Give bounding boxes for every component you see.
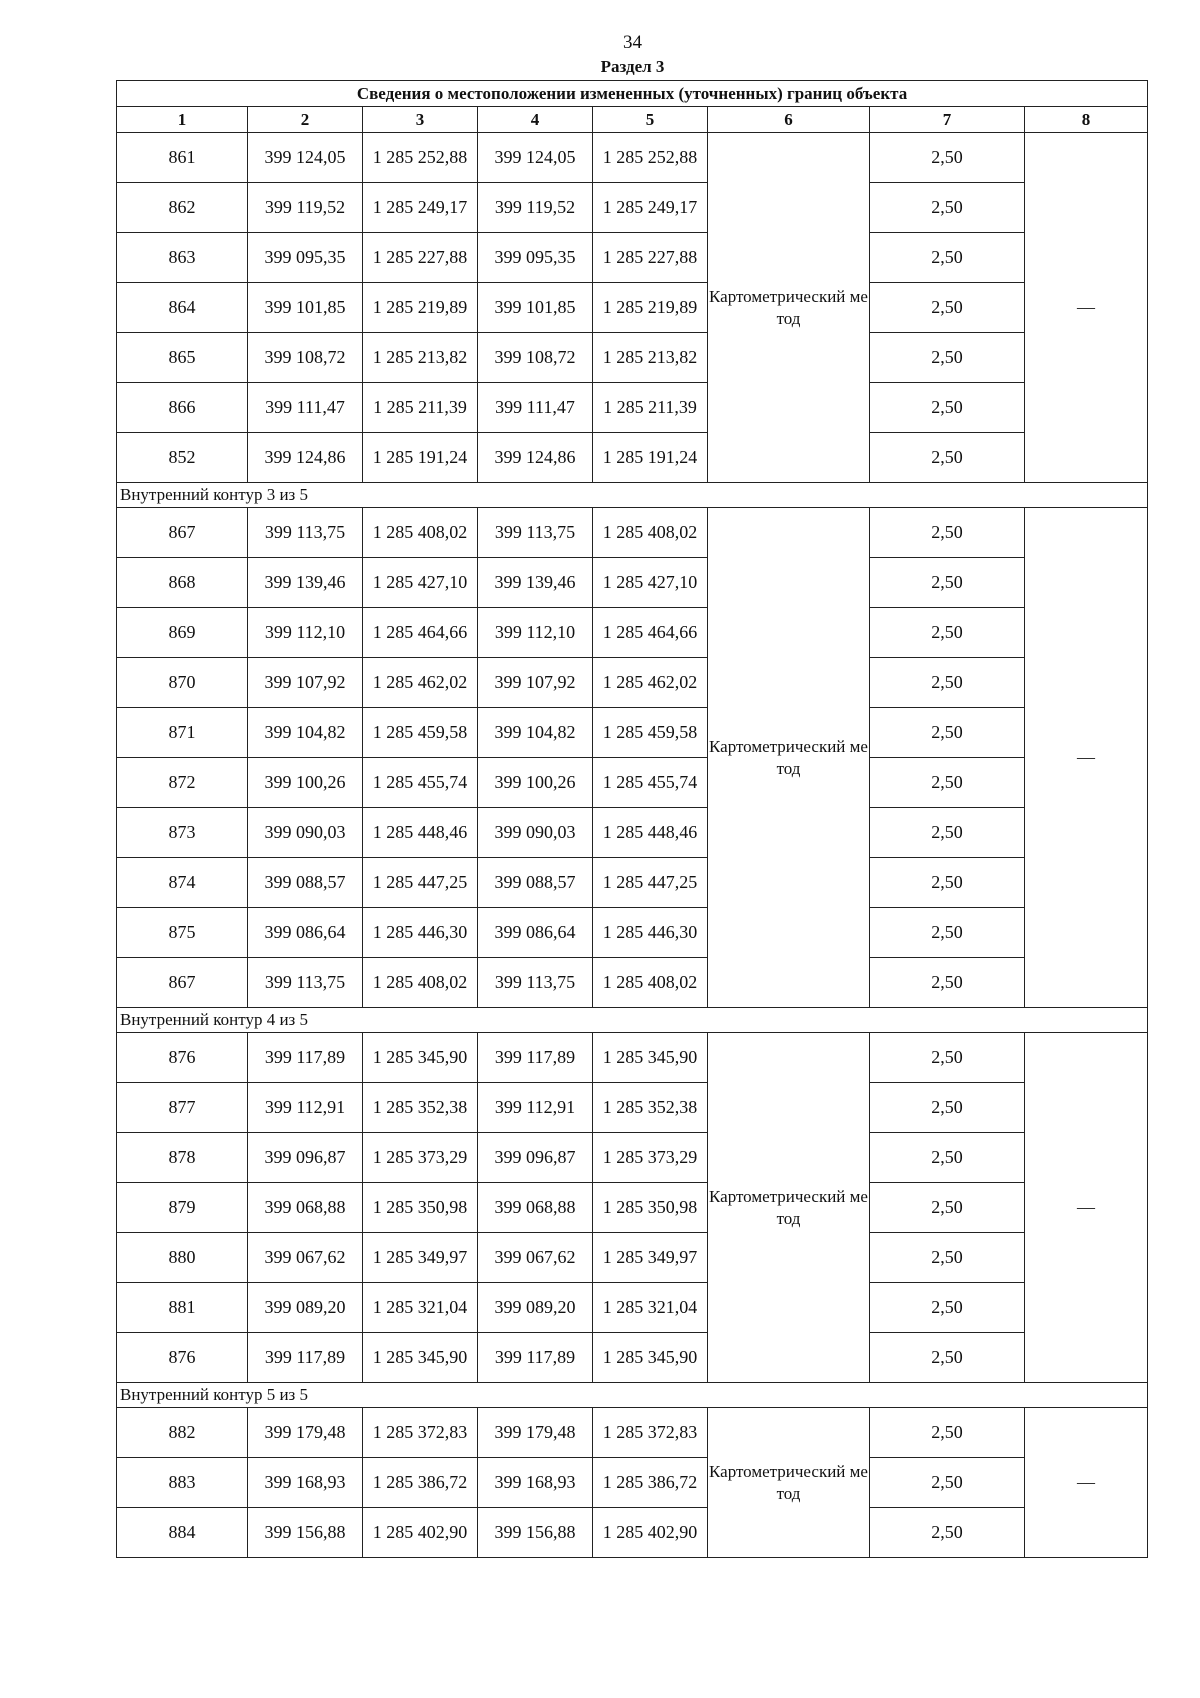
accuracy-cell: 2,50 <box>870 183 1025 233</box>
y-refined-cell: 1 285 211,39 <box>593 383 708 433</box>
x-refined-cell: 399 088,57 <box>478 858 593 908</box>
point-number-cell: 852 <box>117 433 248 483</box>
y-refined-cell: 1 285 227,88 <box>593 233 708 283</box>
table-row <box>117 708 1148 758</box>
column-number: 8 <box>1025 107 1148 133</box>
table-row <box>117 133 1148 183</box>
section-title: Раздел 3 <box>600 57 665 76</box>
accuracy-cell: 2,50 <box>870 1083 1025 1133</box>
y-existing-cell: 1 285 321,04 <box>363 1283 478 1333</box>
contour-label-row <box>117 483 1148 508</box>
x-existing-cell: 399 096,87 <box>248 1133 363 1183</box>
y-existing-cell: 1 285 191,24 <box>363 433 478 483</box>
y-refined-cell: 1 285 386,72 <box>593 1458 708 1508</box>
y-existing-cell: 1 285 227,88 <box>363 233 478 283</box>
accuracy-cell: 2,50 <box>870 383 1025 433</box>
x-existing-cell: 399 067,62 <box>248 1233 363 1283</box>
x-refined-cell: 399 113,75 <box>478 958 593 1008</box>
x-existing-cell: 399 112,10 <box>248 608 363 658</box>
contour-label-row <box>117 1383 1148 1408</box>
x-refined-cell: 399 124,86 <box>478 433 593 483</box>
y-existing-cell: 1 285 448,46 <box>363 808 478 858</box>
y-existing-cell: 1 285 373,29 <box>363 1133 478 1183</box>
x-refined-cell: 399 090,03 <box>478 808 593 858</box>
x-existing-cell: 399 156,88 <box>248 1508 363 1558</box>
y-existing-cell: 1 285 464,66 <box>363 608 478 658</box>
note-cell: — <box>1025 508 1148 1008</box>
accuracy-cell: 2,50 <box>870 283 1025 333</box>
y-existing-cell: 1 285 455,74 <box>363 758 478 808</box>
table-row <box>117 383 1148 433</box>
y-refined-cell: 1 285 252,88 <box>593 133 708 183</box>
x-refined-cell: 399 117,89 <box>478 1333 593 1383</box>
y-refined-cell: 1 285 350,98 <box>593 1183 708 1233</box>
point-number-cell: 864 <box>117 283 248 333</box>
y-refined-cell: 1 285 352,38 <box>593 1083 708 1133</box>
point-number-cell: 867 <box>117 508 248 558</box>
y-existing-cell: 1 285 402,90 <box>363 1508 478 1558</box>
point-number-cell: 884 <box>117 1508 248 1558</box>
x-refined-cell: 399 089,20 <box>478 1283 593 1333</box>
y-existing-cell: 1 285 252,88 <box>363 133 478 183</box>
point-number-cell: 876 <box>117 1033 248 1083</box>
method-cell: Картометрический метод <box>708 1408 870 1558</box>
accuracy-cell: 2,50 <box>870 608 1025 658</box>
point-number-cell: 867 <box>117 958 248 1008</box>
y-refined-cell: 1 285 349,97 <box>593 1233 708 1283</box>
accuracy-cell: 2,50 <box>870 858 1025 908</box>
accuracy-cell: 2,50 <box>870 558 1025 608</box>
point-number-cell: 876 <box>117 1333 248 1383</box>
accuracy-cell: 2,50 <box>870 333 1025 383</box>
x-existing-cell: 399 088,57 <box>248 858 363 908</box>
accuracy-cell: 2,50 <box>870 658 1025 708</box>
accuracy-cell: 2,50 <box>870 758 1025 808</box>
point-number-cell: 870 <box>117 658 248 708</box>
accuracy-cell: 2,50 <box>870 1508 1025 1558</box>
column-number: 2 <box>248 107 363 133</box>
column-number: 5 <box>593 107 708 133</box>
table-row <box>117 433 1148 483</box>
accuracy-cell: 2,50 <box>870 908 1025 958</box>
y-existing-cell: 1 285 345,90 <box>363 1333 478 1383</box>
x-refined-cell: 399 112,10 <box>478 608 593 658</box>
table-row <box>117 958 1148 1008</box>
point-number-cell: 869 <box>117 608 248 658</box>
table-row <box>117 283 1148 333</box>
x-refined-cell: 399 139,46 <box>478 558 593 608</box>
accuracy-cell: 2,50 <box>870 1283 1025 1333</box>
point-number-cell: 862 <box>117 183 248 233</box>
x-existing-cell: 399 119,52 <box>248 183 363 233</box>
accuracy-cell: 2,50 <box>870 1458 1025 1508</box>
accuracy-cell: 2,50 <box>870 433 1025 483</box>
accuracy-cell: 2,50 <box>870 1183 1025 1233</box>
y-refined-cell: 1 285 448,46 <box>593 808 708 858</box>
x-existing-cell: 399 104,82 <box>248 708 363 758</box>
y-refined-cell: 1 285 249,17 <box>593 183 708 233</box>
point-number-cell: 880 <box>117 1233 248 1283</box>
contour-label: Внутренний контур 4 из 5 <box>117 1008 1148 1033</box>
method-cell: Картометрический метод <box>708 508 870 1008</box>
point-number-cell: 881 <box>117 1283 248 1333</box>
table-row <box>117 758 1148 808</box>
y-existing-cell: 1 285 349,97 <box>363 1233 478 1283</box>
accuracy-cell: 2,50 <box>870 1333 1025 1383</box>
table-row <box>117 1183 1148 1233</box>
note-cell: — <box>1025 133 1148 483</box>
x-refined-cell: 399 101,85 <box>478 283 593 333</box>
point-number-cell: 868 <box>117 558 248 608</box>
y-existing-cell: 1 285 372,83 <box>363 1408 478 1458</box>
x-refined-cell: 399 095,35 <box>478 233 593 283</box>
y-refined-cell: 1 285 345,90 <box>593 1033 708 1083</box>
table-row <box>117 1408 1148 1458</box>
method-cell: Картометрический метод <box>708 133 870 483</box>
x-refined-cell: 399 096,87 <box>478 1133 593 1183</box>
y-refined-cell: 1 285 446,30 <box>593 908 708 958</box>
accuracy-cell: 2,50 <box>870 708 1025 758</box>
table-caption: Сведения о местоположении измененных (уточненных) границ объекта <box>117 81 1148 107</box>
x-existing-cell: 399 117,89 <box>248 1333 363 1383</box>
x-existing-cell: 399 108,72 <box>248 333 363 383</box>
contour-label: Внутренний контур 3 из 5 <box>117 483 1148 508</box>
point-number-cell: 878 <box>117 1133 248 1183</box>
method-cell: Картометрический метод <box>708 1033 870 1383</box>
x-refined-cell: 399 108,72 <box>478 333 593 383</box>
accuracy-cell: 2,50 <box>870 958 1025 1008</box>
table-row <box>117 1508 1148 1558</box>
y-refined-cell: 1 285 213,82 <box>593 333 708 383</box>
point-number-cell: 882 <box>117 1408 248 1458</box>
x-refined-cell: 399 107,92 <box>478 658 593 708</box>
y-existing-cell: 1 285 446,30 <box>363 908 478 958</box>
table-caption-row <box>117 81 1148 107</box>
y-refined-cell: 1 285 191,24 <box>593 433 708 483</box>
table-row <box>117 608 1148 658</box>
accuracy-cell: 2,50 <box>870 1408 1025 1458</box>
x-existing-cell: 399 095,35 <box>248 233 363 283</box>
x-refined-cell: 399 124,05 <box>478 133 593 183</box>
table-row <box>117 1033 1148 1083</box>
y-refined-cell: 1 285 408,02 <box>593 508 708 558</box>
y-refined-cell: 1 285 402,90 <box>593 1508 708 1558</box>
point-number-cell: 879 <box>117 1183 248 1233</box>
x-refined-cell: 399 168,93 <box>478 1458 593 1508</box>
x-refined-cell: 399 112,91 <box>478 1083 593 1133</box>
point-number-cell: 877 <box>117 1083 248 1133</box>
table-row <box>117 1233 1148 1283</box>
x-refined-cell: 399 117,89 <box>478 1033 593 1083</box>
x-refined-cell: 399 111,47 <box>478 383 593 433</box>
y-existing-cell: 1 285 249,17 <box>363 183 478 233</box>
point-number-cell: 871 <box>117 708 248 758</box>
x-existing-cell: 399 124,86 <box>248 433 363 483</box>
x-refined-cell: 399 156,88 <box>478 1508 593 1558</box>
y-existing-cell: 1 285 219,89 <box>363 283 478 333</box>
point-number-cell: 861 <box>117 133 248 183</box>
y-refined-cell: 1 285 455,74 <box>593 758 708 808</box>
page-number: 34 <box>623 32 642 53</box>
x-existing-cell: 399 179,48 <box>248 1408 363 1458</box>
contour-label: Внутренний контур 5 из 5 <box>117 1383 1148 1408</box>
x-existing-cell: 399 168,93 <box>248 1458 363 1508</box>
x-existing-cell: 399 090,03 <box>248 808 363 858</box>
table-row <box>117 658 1148 708</box>
table-row <box>117 808 1148 858</box>
x-existing-cell: 399 124,05 <box>248 133 363 183</box>
x-existing-cell: 399 101,85 <box>248 283 363 333</box>
column-number: 4 <box>478 107 593 133</box>
y-existing-cell: 1 285 350,98 <box>363 1183 478 1233</box>
accuracy-cell: 2,50 <box>870 1233 1025 1283</box>
y-existing-cell: 1 285 427,10 <box>363 558 478 608</box>
y-existing-cell: 1 285 352,38 <box>363 1083 478 1133</box>
x-refined-cell: 399 104,82 <box>478 708 593 758</box>
column-number: 7 <box>870 107 1025 133</box>
y-refined-cell: 1 285 408,02 <box>593 958 708 1008</box>
point-number-cell: 863 <box>117 233 248 283</box>
x-refined-cell: 399 119,52 <box>478 183 593 233</box>
y-existing-cell: 1 285 459,58 <box>363 708 478 758</box>
point-number-cell: 875 <box>117 908 248 958</box>
y-refined-cell: 1 285 462,02 <box>593 658 708 708</box>
x-refined-cell: 399 067,62 <box>478 1233 593 1283</box>
note-cell: — <box>1025 1033 1148 1383</box>
accuracy-cell: 2,50 <box>870 808 1025 858</box>
point-number-cell: 865 <box>117 333 248 383</box>
x-existing-cell: 399 139,46 <box>248 558 363 608</box>
point-number-cell: 872 <box>117 758 248 808</box>
table-row <box>117 233 1148 283</box>
column-number: 1 <box>117 107 248 133</box>
x-refined-cell: 399 100,26 <box>478 758 593 808</box>
x-refined-cell: 399 068,88 <box>478 1183 593 1233</box>
y-existing-cell: 1 285 345,90 <box>363 1033 478 1083</box>
point-number-cell: 874 <box>117 858 248 908</box>
y-existing-cell: 1 285 447,25 <box>363 858 478 908</box>
accuracy-cell: 2,50 <box>870 508 1025 558</box>
column-number: 6 <box>708 107 870 133</box>
y-existing-cell: 1 285 386,72 <box>363 1458 478 1508</box>
x-existing-cell: 399 068,88 <box>248 1183 363 1233</box>
y-existing-cell: 1 285 211,39 <box>363 383 478 433</box>
y-refined-cell: 1 285 427,10 <box>593 558 708 608</box>
table-row <box>117 508 1148 558</box>
y-existing-cell: 1 285 408,02 <box>363 958 478 1008</box>
accuracy-cell: 2,50 <box>870 133 1025 183</box>
point-number-cell: 866 <box>117 383 248 433</box>
y-refined-cell: 1 285 447,25 <box>593 858 708 908</box>
coordinates-table <box>116 80 1148 1558</box>
x-refined-cell: 399 113,75 <box>478 508 593 558</box>
x-existing-cell: 399 113,75 <box>248 508 363 558</box>
table-row <box>117 333 1148 383</box>
x-existing-cell: 399 112,91 <box>248 1083 363 1133</box>
table-row <box>117 1133 1148 1183</box>
x-existing-cell: 399 111,47 <box>248 383 363 433</box>
y-existing-cell: 1 285 408,02 <box>363 508 478 558</box>
y-refined-cell: 1 285 321,04 <box>593 1283 708 1333</box>
x-existing-cell: 399 086,64 <box>248 908 363 958</box>
contour-label-row <box>117 1008 1148 1033</box>
x-existing-cell: 399 100,26 <box>248 758 363 808</box>
x-refined-cell: 399 086,64 <box>478 908 593 958</box>
column-numbers-row <box>117 107 1148 133</box>
table-row <box>117 858 1148 908</box>
accuracy-cell: 2,50 <box>870 233 1025 283</box>
table-row <box>117 908 1148 958</box>
table-row <box>117 1283 1148 1333</box>
note-cell: — <box>1025 1408 1148 1558</box>
table-row <box>117 1333 1148 1383</box>
x-existing-cell: 399 113,75 <box>248 958 363 1008</box>
point-number-cell: 883 <box>117 1458 248 1508</box>
x-refined-cell: 399 179,48 <box>478 1408 593 1458</box>
x-existing-cell: 399 089,20 <box>248 1283 363 1333</box>
x-existing-cell: 399 117,89 <box>248 1033 363 1083</box>
x-existing-cell: 399 107,92 <box>248 658 363 708</box>
y-refined-cell: 1 285 464,66 <box>593 608 708 658</box>
accuracy-cell: 2,50 <box>870 1133 1025 1183</box>
y-refined-cell: 1 285 372,83 <box>593 1408 708 1458</box>
y-existing-cell: 1 285 462,02 <box>363 658 478 708</box>
y-existing-cell: 1 285 213,82 <box>363 333 478 383</box>
y-refined-cell: 1 285 373,29 <box>593 1133 708 1183</box>
table-body <box>117 81 1148 1558</box>
table-row <box>117 1083 1148 1133</box>
table-row <box>117 1458 1148 1508</box>
table-row <box>117 183 1148 233</box>
y-refined-cell: 1 285 219,89 <box>593 283 708 333</box>
y-refined-cell: 1 285 345,90 <box>593 1333 708 1383</box>
accuracy-cell: 2,50 <box>870 1033 1025 1083</box>
y-refined-cell: 1 285 459,58 <box>593 708 708 758</box>
point-number-cell: 873 <box>117 808 248 858</box>
table-row <box>117 558 1148 608</box>
column-number: 3 <box>363 107 478 133</box>
